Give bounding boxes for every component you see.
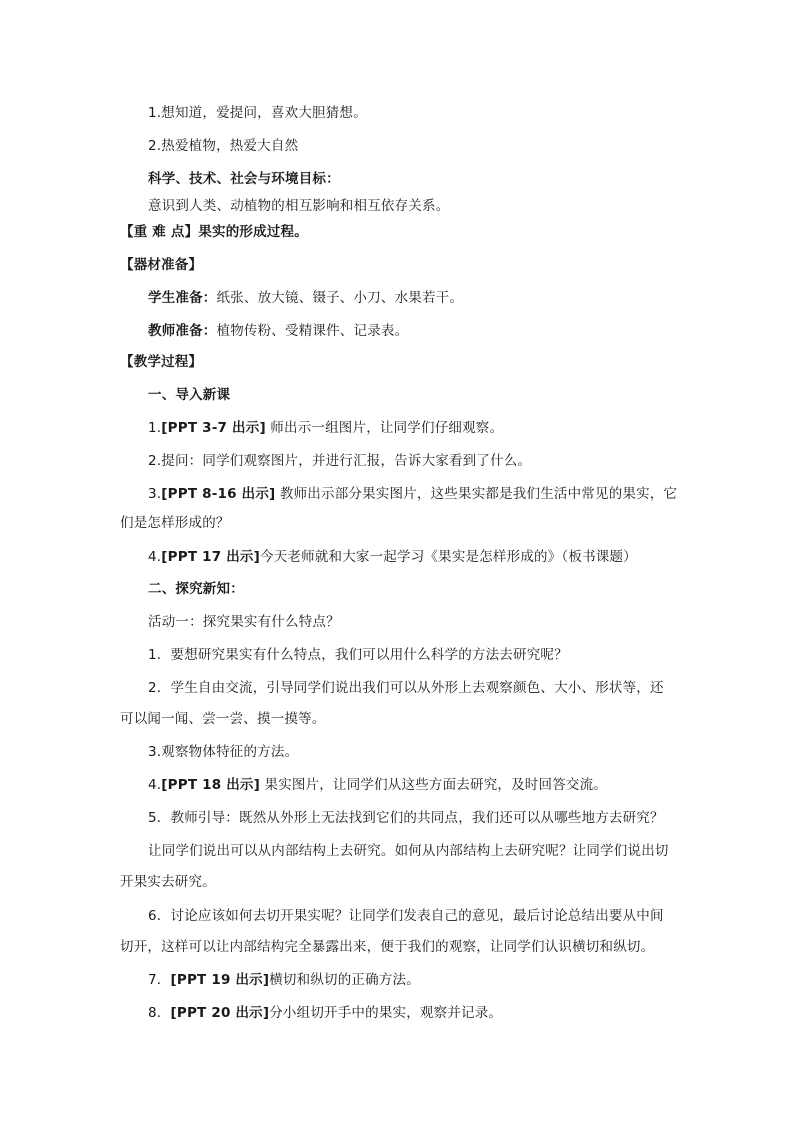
sts-goal-heading: 科学、技术、社会与环境目标： <box>148 171 340 187</box>
intro-step-2: 2.提问：同学们观察图片，并进行汇报，告诉大家看到了什么。 <box>148 453 532 469</box>
materials-heading: 【器材准备】 <box>120 257 203 273</box>
explore-step-7: 7．[PPT 19 出示]横切和纵切的正确方法。 <box>148 972 420 988</box>
student-materials: 学生准备：纸张、放大镜、镊子、小刀、水果若干。 <box>148 290 464 306</box>
explore-step-2: 2．学生自由交流，引导同学们说出我们可以从外形上去观察颜色、大小、形状等，还 <box>148 680 664 696</box>
explore-step-5-cont-1: 让同学们说出可以从内部结构上去研究。如何从内部结构上去研究呢？让同学们说出切 <box>148 843 669 859</box>
explore-step-4: 4.[PPT 18 出示] 果实图片，让同学们从这些方面去研究，及时回答交流。 <box>148 777 608 793</box>
explore-step-3: 3.观察物体特征的方法。 <box>148 744 299 760</box>
explore-step-2-cont: 可以闻一闻、尝一尝、摸一摸等。 <box>120 711 326 727</box>
explore-step-1: 1．要想研究果实有什么特点，我们可以用什么科学的方法去研究呢？ <box>148 647 568 663</box>
section-explore-heading: 二、探究新知： <box>148 581 244 597</box>
intro-step-4: 4.[PPT 17 出示]今天老师就和大家一起学习《果实是怎样形成的》（板书课题） <box>148 549 637 565</box>
intro-step-3-cont: 们是怎样形成的？ <box>120 515 230 531</box>
process-heading: 【教学过程】 <box>120 354 203 370</box>
explore-step-6-cont: 切开，这样可以让内部结构完全暴露出来，便于我们的观察，让同学们认识横切和纵切。 <box>120 939 655 955</box>
explore-step-8: 8．[PPT 20 出示]分小组切开手中的果实，观察并记录。 <box>148 1005 503 1021</box>
explore-step-5: 5．教师引导：既然从外形上无法找到它们的共同点，我们还可以从哪些地方去研究？ <box>148 810 664 826</box>
intro-step-3: 3.[PPT 8-16 出示] 教师出示部分果实图片，这些果实都是我们生活中常见的果实，它 <box>148 486 678 502</box>
explore-step-6: 6．讨论应该如何去切开果实呢？让同学们发表自己的意见，最后讨论总结出要从中间 <box>148 908 664 924</box>
explore-step-5-cont-2: 开果实去研究。 <box>120 874 216 890</box>
goal-line-2: 2.热爱植物，热爱大自然 <box>148 138 299 154</box>
sts-goal-text: 意识到人类、动植物的相互影响和相互依存关系。 <box>148 198 450 214</box>
intro-step-1: 1.[PPT 3-7 出示] 师出示一组图片，让同学们仔细观察。 <box>148 420 504 436</box>
section-intro-heading: 一、导入新课 <box>148 387 231 403</box>
activity-1-title: 活动一：探究果实有什么特点？ <box>148 614 340 630</box>
teacher-materials: 教师准备：植物传粉、受精课件、记录表。 <box>148 323 409 339</box>
goal-line-1: 1.想知道，爱提问，喜欢大胆猜想。 <box>148 105 367 121</box>
key-difficulty: 【重 难 点】果实的形成过程。 <box>120 224 308 240</box>
